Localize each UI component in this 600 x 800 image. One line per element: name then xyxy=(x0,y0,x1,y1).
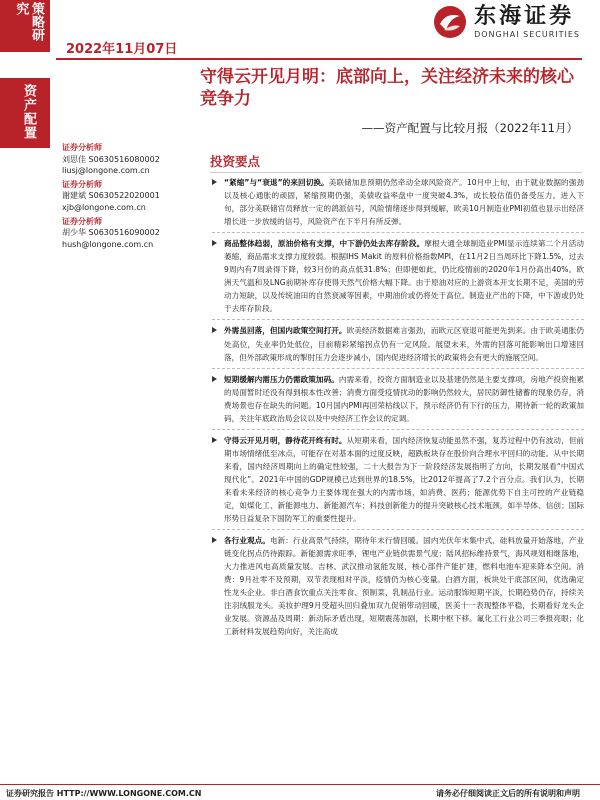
divider xyxy=(212,232,584,233)
footer-website-link[interactable]: 证券研究报告 HTTP://WWW.LONGONE.COM.CN xyxy=(6,789,202,798)
key-point-body: 电新：行业高景气持续，期待年末行情回暖。国内光伏年末集中式、硅料放量开始落地，产业链变化拐点仍待跟踪。新能源需求旺季，锂电产业链供需景气度；陆风招标维持景气，海风规划相继落地，大力推进风电高质量发展。吉林、武汉推动氢能发展，核心部件产能扩建，燃料电池车迎来降本空间。消费：9月社零不及预期，双节表现相对平淡，疫情仍为核心变量。白酒方面，板块处于底部区间，优选确定性龙头企业。非白酒食饮重点关注零食、预制菜、乳制品行业。运动服饰短期平淡，长期趋势仍存，持续关注羽绒服龙头。美妆护理9月受超头回归叠加双九促销带动回暖，医美十一表现整体平稳，长期看好龙头企业发展。资源品及周期：新动际矛盾出现，短期震荡加剧，长期中枢下移。氟化工行业公司三季报亮眼；化工新材料发展趋势向好，关注高成 xyxy=(224,536,584,637)
key-point xyxy=(212,324,584,363)
key-point xyxy=(212,534,584,638)
divider xyxy=(212,319,584,320)
report-date: 2022年11月07日 xyxy=(66,42,178,57)
analyst-label: 证券分析师 xyxy=(62,216,102,226)
key-point-heading: 各行业观点。 xyxy=(224,536,270,546)
key-points-list xyxy=(212,176,584,639)
analyst-name: 谢建斌 S0630522020001 xyxy=(62,191,160,201)
brand-name-cn: 东海证券 xyxy=(474,4,575,30)
section-divider xyxy=(210,172,582,173)
divider xyxy=(212,429,584,430)
analyst-label: 证券分析师 xyxy=(62,179,102,189)
brand xyxy=(432,4,580,40)
key-point-heading: 外需虽回落，但国内政策空间打开。 xyxy=(224,326,347,336)
donghai-logo-icon xyxy=(432,4,468,40)
key-point xyxy=(212,373,584,425)
analyst-email[interactable]: liusj@longone.com.cn xyxy=(62,166,150,176)
brand-name-en: DONGHAI SECURITIES xyxy=(474,29,580,39)
footer-divider xyxy=(0,784,600,785)
key-point-heading: 商品整体趋弱，原油价格有支撑，中下游仍处去库存阶段。 xyxy=(224,239,425,249)
analyst-entry xyxy=(62,179,197,214)
report-subtitle: ——资产配置与比较月报（2022年11月） xyxy=(361,121,578,135)
key-point xyxy=(212,237,584,315)
key-point-body: 美联储加息预期仍然牵动全球风险资产。10月中上旬，由于就业数据的强劲以及核心通胀的顽固，紧缩预期仍强，美债收益率盘中一度突破4.3%，成长股估值仍备受压力。进入下旬，部分美联储官员释放一定的鸽派信号，风险情绪逐步得到缓解，欧美10月制造业PMI初值也显示出经济增长进一步放缓的信号，风险资产在下半月有所反弹。 xyxy=(224,178,584,227)
key-point-body: 从短期来看，国内经济恢复动能虽然不强，复苏过程中仍有波动，但前期市场情绪低至冰点，可能存在对基本面的过度反映，超跌板块存在股价向合理水平回归的动能。从中长期来看，国内经济周期向上的确定性较强，二十大报告为下一阶段经济发展指明了方向，长期发展看“中国式现代化”。2021年中国的GDP规模已达到世界的18.5%，比2012年提高了7.2个百分点。我们认为，长期来看未来经济的核心竞争力主要体现在强大的内需市场，如消费、医药；能源优势下自主可控的产业链稳定，如煤化工、新能源电力、新能源汽车；科技创新能力的提升突破核心技术瓶颈，如半导体、信创；国际形势日益复杂下国防军工的重要性提升。 xyxy=(224,435,584,524)
header-divider xyxy=(56,58,582,60)
side-banner: 策略研究 xyxy=(0,0,50,52)
analyst-entry xyxy=(62,216,197,251)
report-category-tag: 资产配置 xyxy=(0,78,50,148)
key-point-body: 内需来看，投资方面制造业以及基建仍然是主要支撑项，房地产投资拖累的局面暂时还没有得到根本性改善；消费方面受疫情扰动的影响仍然较大，居民防御性储蓄的现象仍存，消费场景也存在缺失的问题。10月国内PMI再回荣枯线以下，预示经济仍有下行的压力，期待新一轮的政策加码，关注年底政治局会议以及中央经济工作会议的定调。 xyxy=(224,374,585,423)
analyst-name: 刘思佳 S0630516080002 xyxy=(62,154,160,164)
analyst-email[interactable]: hush@longone.com.cn xyxy=(62,239,154,249)
analyst-name: 胡少华 S0630516090002 xyxy=(62,228,160,238)
key-point xyxy=(212,434,584,525)
divider xyxy=(212,529,584,530)
key-point-body: 欧美经济数据难言强劲，而欧元区衰退可能更先到来。由于欧美通胀仍处高位，失业率仍处低位，目前精彩紧缩拐点仍有一定风险。展望未来，外需的回落可能影响出口增速回落，但外部政策形成的掣肘压力会逐步减小，国内促进经济增长的政策将会有更大的施展空间。 xyxy=(224,326,584,362)
analyst-entry xyxy=(62,142,197,177)
section-title: 投资要点 xyxy=(210,154,261,169)
divider xyxy=(212,368,584,369)
report-title: 守得云开见月明：底部向上，关注经济未来的核心竞争力 xyxy=(200,67,574,110)
analyst-email[interactable]: xjb@longone.com.cn xyxy=(62,202,146,212)
key-point-heading: “紧缩”与“衰退”的来回切换。 xyxy=(224,178,329,187)
analyst-list xyxy=(62,142,197,252)
key-point-heading: 短期缓解内需压力仍需政策加码。 xyxy=(224,374,339,384)
key-point-heading: 守得云开见月明，静待花开终有时。 xyxy=(224,435,347,445)
analyst-label: 证券分析师 xyxy=(62,143,102,152)
footer-disclaimer: 请务必仔细阅读正文后的所有说明和声明 xyxy=(436,789,580,798)
key-point xyxy=(212,176,584,228)
key-point-body: 摩根大通全球制造业PMI显示连续第二个月活动萎缩，商品需求支撑力度较弱。根据IHS Makit 的原料价格指数MPI，在11月2日当周环比下降1.5%，过去9周内有7周录得下降，较3月份的高点低31.8%；但即便如此，仍比疫情前的2020年1月份高出40%。欧洲天气温和及LNG前期补库存使得天然气价格大幅下降。由于原油对应的上游资本开支长期不足，美国的劳动力短缺，以及传统油田的自然衰减等因素，中期油价或仍将处于高位。制造业产出的下降，中下游或仍处于去库存阶段。 xyxy=(224,239,585,314)
